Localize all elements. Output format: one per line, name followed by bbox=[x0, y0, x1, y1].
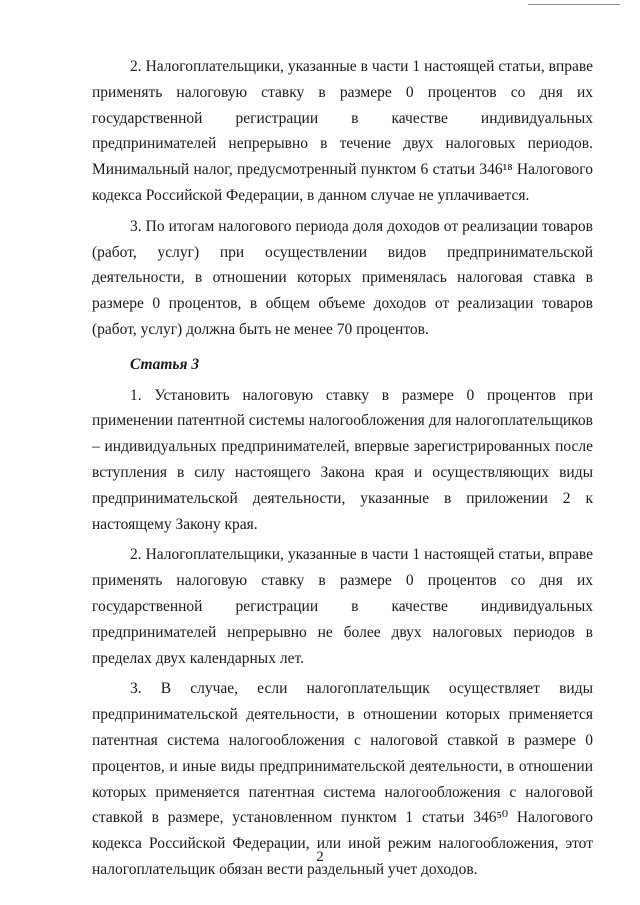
paragraph-3: 1. Установить налоговую ставку в размере 0 процентов при применении патентной системы налогообложения для налогоплательщиков – индивидуальных предпринимателей, впервые зарегистрированных после вступления в силу настоящего Закона края и осуществляющих виды предпринимательской деятельности, указанные в приложении 2 к настоящему Закону края. bbox=[92, 386, 593, 533]
article-heading: Статья 3 bbox=[130, 355, 200, 373]
paragraph-1: 2. Налогоплательщики, указанные в части 1 настоящей статьи, вправе применять налоговую ставку в размере 0 процентов со дня их государственной регистрации в качестве индивидуальных предпринимателей непрерывно в течение двух налоговых периодов. Минимальный налог, предусмотренный пунктом 6 статьи 346¹⁸ Налогового кодекса Российской Федерации, в данном случае не уплачивается. bbox=[92, 58, 593, 204]
page-number: 2 bbox=[316, 849, 324, 865]
paragraph-5: 3. В случае, если налогоплательщик осуществляет виды предпринимательской деятельности, в отношении которых применяется патентная система налогообложения с налоговой ставкой в размере 0 процентов, и иные виды предпринимательской деятельности, в отношении которых применяется патентная система налогообложения с налоговой ставкой в размере, установленном пунктом 1 статьи 346⁵⁰ Налогового кодекса Российской Федерации, или иной режим налогообложения, этот налогоплательщик обязан вести раздельный учет доходов. bbox=[92, 680, 593, 878]
paragraph-2: 3. По итогам налогового периода доля доходов от реализации товаров (работ, услуг) при осуществлении видов предпринимательской деятельности, в отношении которых применялась налоговая ставка в размере 0 процентов, в общем объеме доходов от реализации товаров (работ, услуг) должна быть не менее 70 процентов. bbox=[92, 217, 593, 338]
top-rule bbox=[528, 4, 620, 5]
paragraph-4: 2. Налогоплательщики, указанные в части 1 настоящей статьи, вправе применять налоговую ставку в размере 0 процентов со дня их государственной регистрации в качестве индивидуальных предпринимателей непрерывно не более двух налоговых периодов в пределах двух календарных лет. bbox=[92, 546, 593, 667]
document-body bbox=[92, 54, 593, 883]
